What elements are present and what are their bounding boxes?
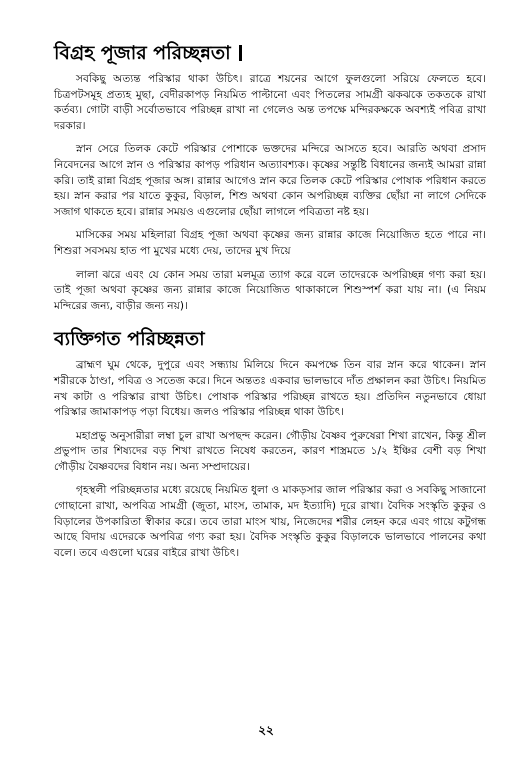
paragraph: লালা ঝরে এবং যে কোন সময় তারা মলমূত্র ত্যাগ করে বলে তাদেরকে অপরিচ্ছন্ন গণ্য করা হয়। তাই পূজা অথবা কৃষ্ণের জন্য রান্নার কাজে নিয়োজিত থাকাকালে শিশুস্পর্শ করা যায় না। (এ নিয়ম মন্দিরের জন্য, বাড়ীর জন্য নয়)। — [54, 268, 486, 312]
paragraph: সবকিছু অত্যন্ত পরিস্কার থাকা উচিৎ। রাত্রে শয়নের আগে ফুলগুলো সরিয়ে ফেলতে হবে। চিত্রপটসমূহ প্রত্যহ মুছা, বেদীরকাপড় নিয়মিত পাল্টানো এবং পিতলের সামগ্রী ঝকঝকে তকতকে রাখা কর্তব্য। গোটা বাড়ী সর্বোতভাবে পরিচ্ছন্ন রাখা না গেলেও অন্ত তপক্ষে মন্দিরকক্ষকে অবশ্যই পবিত্র রাখা দরকার। — [54, 73, 486, 132]
paragraph: গৃহস্থলী পরিচ্ছন্নতার মধ্যে রয়েছে নিয়মিত ধুলা ও মাকড়সার জাল পরিস্কার করা ও সবকিছু সাজানো গোছানো রাখা, অপবিত্র সামগ্রী (জুতা, মাংস, তামাক, মদ ইত্যাদি) দূরে রাখা। বৈদিক সংস্কৃতি কুকুর ও বিড়ালের উপকারিতা স্বীকার করে। তবে তারা মাংস খায়, নিজেদের শরীর লেহন করে এবং গায়ে কটুগন্ধ আছে বিদায় এদেরকে অপবিত্র গণ্য করা হয়। বৈদিক সংস্কৃতি কুকুর বিড়ালকে ভালভাবে পালনের কথা বলে। তবে এগুলো ঘরের বাইরে রাখা উচিৎ। — [54, 484, 486, 559]
section-heading: ব্যক্তিগত পরিচ্ছন্নতা — [54, 328, 205, 351]
section-heading: বিগ্রহ পূজার পরিচ্ছন্নতা — [54, 40, 486, 66]
heading-danda-mark — [239, 45, 242, 61]
paragraph: স্নান সেরে তিলক কেটে পরিস্কার পোশাকে ভক্তদের মন্দিরে আসতে হবে। আরতি অথবা প্রসাদ নিবেদনের আগে স্নান ও পরিস্কার কাপড় পরিধান অত্যাবশ্যক। কৃষ্ণের সন্তুষ্টি বিধানের জন্যই আমরা রান্না করি। তাই রান্না বিগ্রহ পূজার অঙ্গ। রান্নার আগেও স্নান করে তিলক কেটে পরিস্কার পোষাক পরিধান করতে হয়। স্নান করার পর যাতে কুকুর, বিড়াল, শিশু অথবা কোন অপরিচ্ছন্ন ব্যক্তির ছোঁয়া না লাগে সেদিকে সজাগ থাকতে হবে। রান্নার সময়ও এগুলোর ছোঁয়া লাগলে পবিত্রতা নষ্ট হয়। — [54, 143, 486, 218]
page-number: ২২ — [258, 723, 274, 737]
paragraph: ব্রাহ্মণ ঘুম থেকে, দুপুরে এবং সন্ধ্যায় মিলিয়ে দিনে কমপক্ষে তিন বার স্নান করে থাকেন। স্নান শরীরকে ঠাণ্ডা, পবিত্র ও সতেজ করে। দিনে অন্ততঃ একবার ভালভাবে দাঁত প্রক্ষালন করা উচিৎ। নিয়মিত নখ কাটা ও পরিস্কার রাখা উচিৎ। পোষাক পরিস্কার পরিচ্ছন্ন রাখতে হয়। প্রতিদিন নতুনভাবে ধোয়া পরিস্কার জামাকাপড় পড়া বিধেয়। জলও পরিস্কার পরিচ্ছন্ন থাকা উচিৎ। — [54, 359, 486, 419]
paragraph: মাসিকের সময় মহিলারা বিগ্রহ পূজা অথবা কৃষ্ণের জন্য রান্নার কাজে নিয়োজিত হতে পারে না। শিশুরা সবসময় হাত পা মুখের মধ্যে দেয়, তাদের মুখ দিয়ে — [54, 229, 486, 257]
section-deity-worship-cleanliness — [54, 40, 486, 314]
paragraph: মহাপ্রভু অনুসারীরা লম্বা চুল রাখা অপছন্দ করেন। গৌড়ীয় বৈষ্ণব পুরুষেরা শিখা রাখেন, কিন্তু শ্রীল প্রভুপাদ তার শিষ্যদের বড় শিখা রাখতে নিষেধ করতেন, কারণ শাস্ত্রমতে ১/২ ইঞ্চির বেশী বড় শিখা গৌড়ীয় বৈষ্ণবদের বিধান নয়। অন্য সম্প্রদায়ের। — [54, 429, 486, 473]
section-personal-cleanliness — [54, 326, 486, 561]
